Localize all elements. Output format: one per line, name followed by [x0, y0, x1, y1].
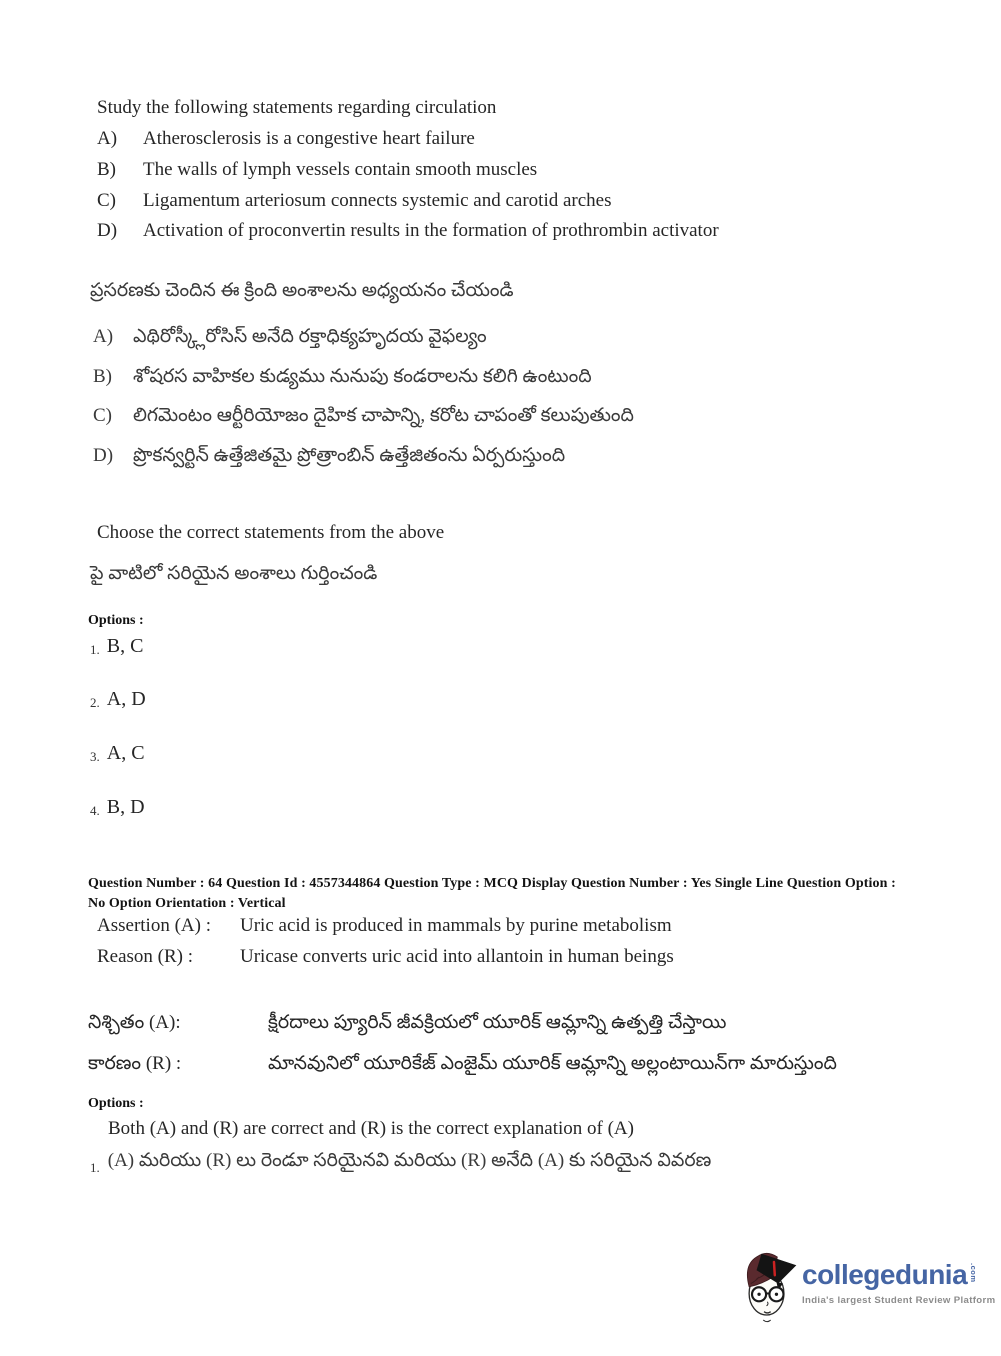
- statement-row-a-te: [93, 326, 487, 352]
- statement-text: ప్రొకన్వర్టిన్ ఉత్తేజితమై ప్రోత్రాంబిన్ ఉత్తేజితంను ఏర్పరుస్తుంది: [133, 445, 566, 466]
- statement-text: Activation of proconvertin results in the formation of prothrombin activator: [143, 220, 719, 241]
- assertion-row-te: [88, 1012, 726, 1038]
- collegedunia-logo[interactable]: [740, 1247, 995, 1330]
- statement-row-c-en: [97, 190, 612, 212]
- statement-row-d-te: [93, 445, 565, 471]
- assertion-label: నిశ్చితం (A):: [88, 1012, 181, 1033]
- graduate-boy-mascot-icon: [740, 1247, 798, 1330]
- statement-label: B): [97, 159, 116, 180]
- option-number: 4.: [90, 803, 100, 818]
- reason-label: Reason (R) :: [97, 946, 194, 967]
- statement-label: C): [93, 405, 112, 426]
- option-2[interactable]: [90, 689, 146, 711]
- statement-text: లిగమెంటం ఆర్టీరియోజం దైహిక చాపాన్ని, కరోట చాపంతో కలుపుతుంది: [133, 405, 634, 426]
- assertion-text: Uric acid is produced in mammals by purine metabolism: [240, 915, 672, 936]
- option-number: 1.: [90, 642, 100, 657]
- option-1-text-en: Both (A) and (R) are correct and (R) is the correct explanation of (A): [108, 1118, 634, 1139]
- brand-tagline: India's largest Student Review Platform: [802, 1295, 996, 1306]
- options-label: Options :: [88, 613, 144, 628]
- option-value: A, C: [106, 742, 145, 764]
- logo-text-block: [802, 1247, 995, 1306]
- options-label: Options :: [88, 1096, 144, 1111]
- statement-text: శోషరస వాహికల కుడ్యము నునుపు కండరాలను కలిగి ఉంటుంది: [133, 366, 592, 387]
- statement-row-d-en: [97, 220, 719, 242]
- reason-text: మానవునిలో యూరికేజ్ ఎంజైమ్ యూరిక్ ఆమ్లాన్ని అల్లంటాయిన్‌గా మారుస్తుంది: [268, 1053, 837, 1074]
- statement-label: A): [93, 326, 114, 347]
- brand-suffix: .com: [969, 1263, 979, 1283]
- statement-text: The walls of lymph vessels contain smooth muscles: [143, 159, 538, 180]
- reason-text: Uricase converts uric acid into allantoin in human beings: [240, 946, 674, 967]
- statement-row-c-te: [93, 405, 634, 431]
- option-number: 1.: [90, 1160, 100, 1175]
- option-value: B, C: [106, 635, 144, 657]
- assertion-label: Assertion (A) :: [97, 915, 211, 936]
- brand-text: collegedunia: [802, 1259, 968, 1290]
- statement-text: Atherosclerosis is a congestive heart failure: [143, 128, 475, 149]
- reason-row-en: [97, 946, 674, 968]
- question-intro-te: ప్రసరణకు చెందిన ఈ క్రింది అంశాలను అధ్యయనం చేయండి: [90, 280, 514, 301]
- statement-text: ఎథిరోస్క్లీరోసిస్ అనేది రక్తాధిక్యహృదయ వైఫల్యం: [133, 326, 487, 347]
- statement-row-b-te: [93, 366, 592, 392]
- question-prompt-en: Choose the correct statements from the above: [97, 522, 445, 543]
- statement-row-a-en: [97, 128, 475, 150]
- statement-text: Ligamentum arteriosum connects systemic and carotid arches: [143, 190, 612, 211]
- option-1-text-te: (A) మరియు (R) లు రెండూ సరియైనవి మరియు (R) అనేది (A) కు సరియైన వివరణ: [107, 1150, 712, 1171]
- statement-label: C): [97, 190, 116, 211]
- option-1[interactable]: [90, 636, 143, 658]
- option-value: B, D: [106, 796, 145, 818]
- statement-row-b-en: [97, 159, 537, 181]
- option-value: A, D: [106, 688, 146, 710]
- option-4[interactable]: [90, 797, 145, 819]
- option-3[interactable]: [90, 743, 145, 765]
- statement-label: B): [93, 366, 112, 387]
- question-metadata: Question Number : 64 Question Id : 4557344864 Question Type : MCQ Display Question Number : Yes Single Line Question Option : No Option Orientation : Vertical: [88, 876, 896, 912]
- statement-label: D): [97, 220, 118, 241]
- question-intro-en: Study the following statements regarding circulation: [97, 97, 497, 118]
- reason-row-te: [88, 1053, 837, 1079]
- reason-label: కారణం (R) :: [88, 1053, 182, 1074]
- option-number: 2.: [90, 695, 100, 710]
- statement-label: D): [93, 445, 114, 466]
- question-prompt-te: పై వాటిలో సరియైన అంశాలు గుర్తించండి: [90, 563, 378, 584]
- assertion-row-en: [97, 915, 672, 937]
- option-number: 3.: [90, 749, 100, 764]
- assertion-text: క్షీరదాలు ప్యూరిన్ జీవక్రియలో యూరిక్ ఆమ్లాన్ని ఉత్పత్తి చేస్తాయి: [268, 1012, 727, 1033]
- statement-label: A): [97, 128, 118, 149]
- option-1-assertion[interactable]: [90, 1150, 711, 1176]
